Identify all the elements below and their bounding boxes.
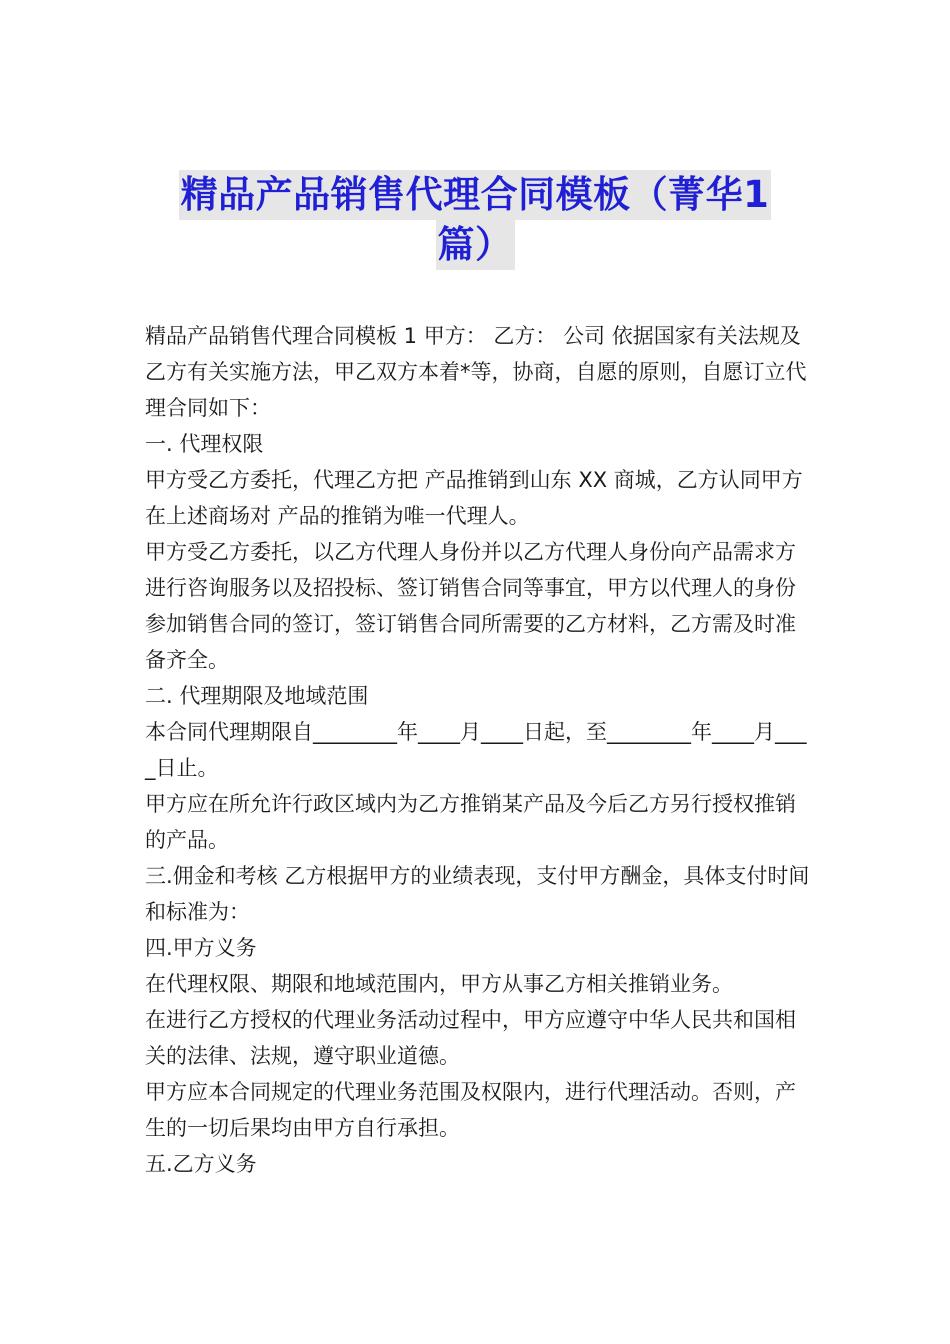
section-heading-3: 三.佣金和考核 乙方根据甲方的业绩表现，支付甲方酬金，具体支付时间和标准为： (145, 864, 810, 924)
paragraph: 甲方受乙方委托，代理乙方把 产品推销到山东 XX 商城，乙方认同甲方在上述商场对 产品的推销为唯一代理人。 (145, 468, 803, 528)
paragraph-intro: 精品产品销售代理合同模板 1 甲方： 乙方： 公司 依据国家有关法规及乙方有关实施方法，甲乙双方本着*等，协商，自愿的原则，自愿订立代理合同如下： (145, 324, 807, 420)
title-line-1: 精品产品销售代理合同模板（菁华1 (179, 170, 772, 220)
paragraph: 在进行乙方授权的代理业务活动过程中，甲方应遵守中华人民共和国相关的法律、法规，遵守职业道德。 (145, 1008, 796, 1068)
title-line-2: 篇） (436, 220, 515, 270)
paragraph: 甲方应在所允许行政区域内为乙方推销某产品及今后乙方另行授权推销的产品。 (145, 792, 796, 852)
section-heading-1: 一. 代理权限 (145, 432, 264, 456)
section-heading-2: 二. 代理期限及地域范围 (145, 684, 369, 708)
document-title (150, 170, 800, 270)
paragraph: 甲方应本合同规定的代理业务范围及权限内，进行代理活动。否则，产生的一切后果均由甲方自行承担。 (145, 1080, 796, 1140)
section-heading-4: 四.甲方义务 (145, 936, 257, 960)
paragraph: 甲方受乙方委托，以乙方代理人身份并以乙方代理人身份向产品需求方进行咨询服务以及招投标、签订销售合同等事宜，甲方以代理人的身份参加销售合同的签订，签订销售合同所需要的乙方材料，乙方需及时准备齐全。 (145, 540, 796, 672)
document-body (145, 318, 815, 1182)
paragraph: 在代理权限、期限和地域范围内，甲方从事乙方相关推销业务。 (145, 972, 733, 996)
section-heading-5: 五.乙方义务 (145, 1152, 257, 1176)
paragraph: 本合同代理期限自________年____月____日起，至________年____月____日止。 (145, 720, 807, 780)
